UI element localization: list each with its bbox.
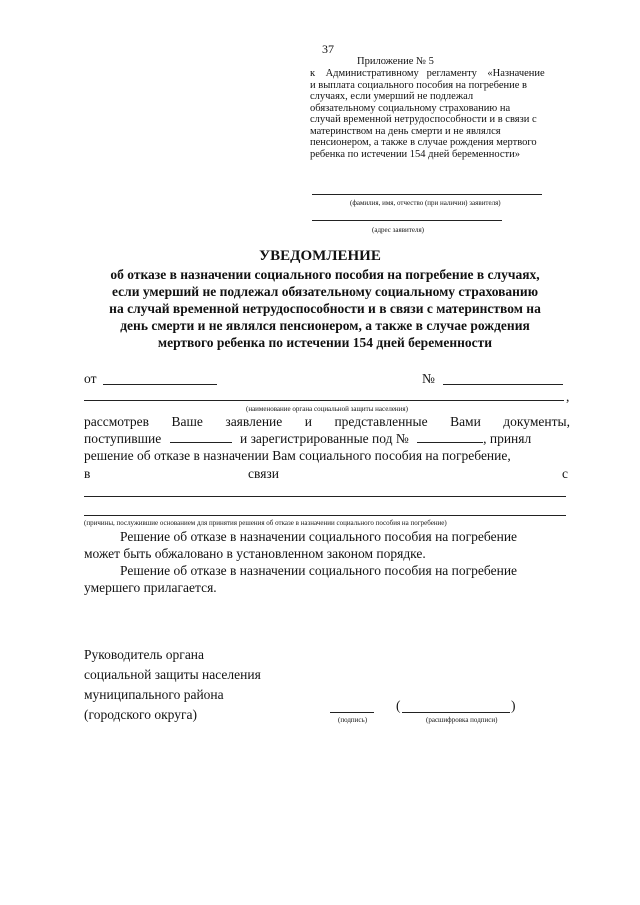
received-date-blank[interactable] <box>170 432 232 443</box>
p1-line1 <box>84 413 570 430</box>
registration-number-blank[interactable] <box>417 432 483 443</box>
p2-line1: Решение об отказе в назначении социального пособия на погребение <box>120 529 518 544</box>
appendix-line: ребенка по истечении 154 дней беременности» <box>310 148 520 160</box>
word: Вами <box>450 414 481 429</box>
appendix-text <box>310 68 572 160</box>
subtitle-line: об отказе в назначении социального пособия на погребение в случаях, <box>110 267 540 282</box>
from-label: от <box>84 371 97 386</box>
signature-line[interactable] <box>330 712 374 713</box>
subtitle-line: мертвого ребенка по истечении 154 дней беременности <box>157 335 493 350</box>
subtitle-line: если умерший не подлежал обязательному социальному страхованию <box>111 284 539 299</box>
accepted-label: , принял <box>483 431 532 446</box>
signatory-line: муниципального района <box>84 687 224 702</box>
organ-comma: , <box>566 389 570 404</box>
appendix-line: случаях, если умерший не подлежал <box>310 91 474 102</box>
reasons-line-2[interactable] <box>84 515 566 516</box>
notice-subtitle <box>60 266 590 351</box>
appendix-line: случай временной нетрудоспособности и в связи с <box>310 114 537 125</box>
p2-line2: может быть обжаловано в установленном законом порядке. <box>84 546 426 561</box>
word: Ваше <box>171 414 203 429</box>
word: заявление <box>225 414 283 429</box>
signature-caption: (подпись) <box>338 716 368 724</box>
date-line[interactable] <box>103 384 217 385</box>
appendix-title: Приложение № 5 <box>357 56 434 67</box>
p1-line4-word-svyazi: связи <box>248 466 279 481</box>
word: и <box>304 414 312 429</box>
number-line[interactable] <box>443 384 563 385</box>
word: документы, <box>503 414 570 429</box>
appendix-line: обязательному социальному страхованию на <box>310 102 511 114</box>
appendix-line: и выплата социального пособия на погребение в <box>310 79 528 91</box>
received-label: поступившие <box>84 431 162 446</box>
appendix-line: пенсионером, а также в случае рождения мертвого <box>310 137 537 148</box>
organ-caption: (наименование органа социальной защиты населения) <box>246 405 408 413</box>
subtitle-line: день смерти и не являлся пенсионером, а также в случае рождения <box>120 318 530 333</box>
decode-close-paren: ) <box>511 698 516 713</box>
p1-line3: решение об отказе в назначении Вам социального пособия на погребение, <box>84 448 511 463</box>
word: рассмотрев <box>84 414 150 429</box>
applicant-name-caption: (фамилия, имя, отчество (при наличии) заявителя) <box>350 199 501 207</box>
reasons-line-1[interactable] <box>84 496 566 497</box>
signatory-block <box>84 645 261 725</box>
decode-line[interactable] <box>402 712 510 713</box>
appendix-line: к Административному регламенту «Назначение <box>310 68 545 79</box>
p3-line2: умершего прилагается. <box>84 580 217 595</box>
word: представленные <box>334 414 428 429</box>
p1-line2 <box>84 430 574 447</box>
number-label: № <box>422 371 435 386</box>
p1-line4-word-s: с <box>562 466 568 481</box>
p1-line4-word-v: в <box>84 466 91 481</box>
subtitle-line: на случай временной нетрудоспособности и в связи с материнством на <box>109 301 541 316</box>
applicant-address-line[interactable] <box>312 220 502 221</box>
decode-open-paren: ( <box>396 698 401 713</box>
organ-name-line[interactable] <box>84 400 564 401</box>
p3-line1: Решение об отказе в назначении социального пособия на погребение <box>120 563 518 578</box>
registered-label: и зарегистрированные под № <box>239 431 409 446</box>
applicant-address-caption: (адрес заявителя) <box>372 226 424 234</box>
page-number: 37 <box>322 42 334 56</box>
signatory-line: социальной защиты населения <box>84 667 261 682</box>
applicant-name-line[interactable] <box>312 194 542 195</box>
appendix-line: материнством на день смерти и не являлся <box>310 125 501 137</box>
decode-caption: (расшифровка подписи) <box>426 716 498 724</box>
notice-heading: УВЕДОМЛЕНИЕ <box>259 248 381 264</box>
signatory-line: Руководитель органа <box>84 647 205 662</box>
reasons-caption: (причины, послужившие основанием для принятия решения об отказе в назначении социального пособия на погребение) <box>84 519 447 527</box>
signatory-line: (городского округа) <box>84 707 198 722</box>
